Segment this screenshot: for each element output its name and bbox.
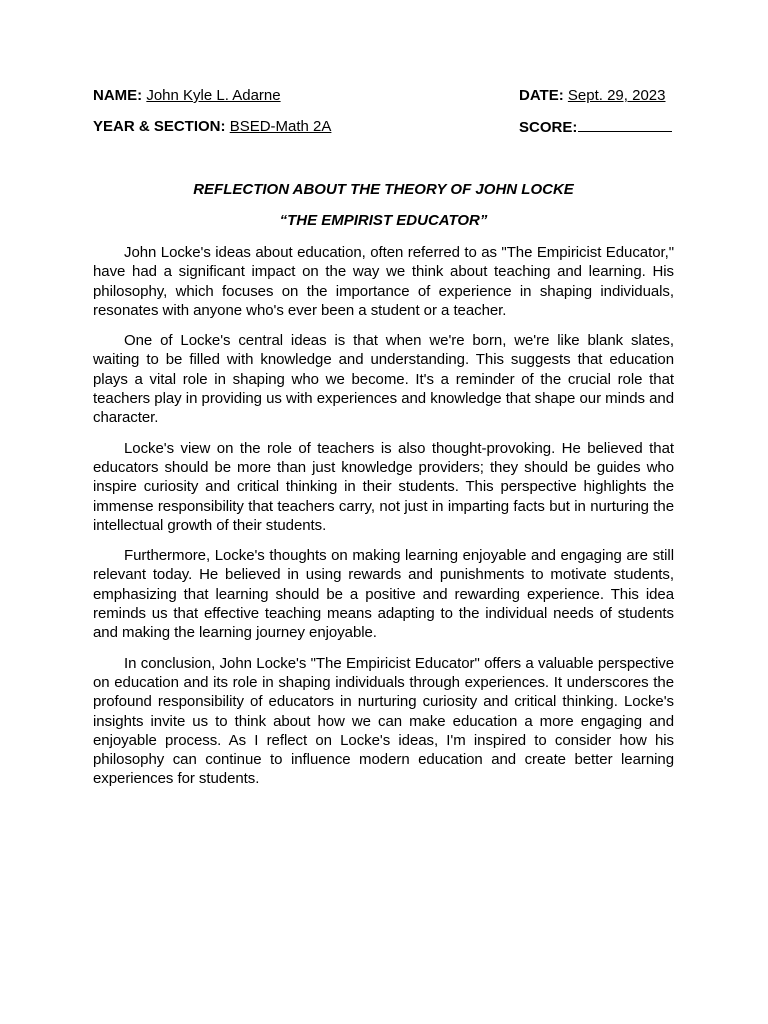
score-field — [519, 117, 672, 138]
date-label: DATE: — [519, 87, 564, 104]
date-value: Sept. 29, 2023 — [567, 87, 666, 104]
document-title: REFLECTION ABOUT THE THEORY OF JOHN LOCKE — [193, 181, 574, 198]
name-value: John Kyle L. Adarne — [146, 87, 281, 104]
section-field — [93, 117, 331, 137]
score-blank-line — [578, 117, 672, 132]
paragraph-3: Locke's view on the role of teachers is also thought-provoking. He believed that educators should be more than just knowledge providers; they should be guides who inspire curiosity and critical thinking in their students. This perspective highlights the immense responsibility that teachers carry, not just in imparting facts but in nurturing the intellectual growth of their students. — [93, 439, 674, 534]
header-row-section-score — [93, 117, 674, 137]
paragraph-2: One of Locke's central ideas is that when we're born, we're like blank slates, waiting to be filled with knowledge and understanding. This suggests that education plays a vital role in shaping who we become. It's a reminder of the crucial role that teachers play in providing us with experiences and knowledge that shape our minds and character. — [93, 332, 674, 427]
name-field — [93, 86, 281, 106]
paragraph-5: In conclusion, John Locke's "The Empiricist Educator" offers a valuable perspective on education and its role in shaping individuals through experiences. It underscores the profound responsibility of educators in nurturing curiosity and critical thinking. Locke's insights invite us to think about how we can make education a more engaging and enjoyable process. As I reflect on Locke's ideas, I'm inspired to consider how his philosophy can continue to influence modern education and create better learning experiences for students. — [93, 654, 674, 788]
name-label: NAME: — [93, 87, 143, 104]
score-label: SCORE: — [519, 119, 578, 136]
reflection-body — [93, 243, 674, 800]
document-subtitle: “THE EMPIRIST EDUCATOR” — [279, 212, 488, 229]
paragraph-1: John Locke's ideas about education, often referred to as "The Empiricist Educator," have had a significant impact on the way we think about teaching and learning. His philosophy, which focuses on the importance of experience in shaping individuals, resonates with anyone who's ever been a student or a teacher. — [93, 244, 674, 319]
date-field — [519, 86, 665, 106]
document-page — [93, 0, 674, 1024]
section-label: YEAR & SECTION: — [93, 118, 226, 135]
section-value: BSED-Math 2A — [229, 118, 332, 135]
paragraph-4: Furthermore, Locke's thoughts on making learning enjoyable and engaging are still relevant today. He believed in using rewards and punishments to motivate students, emphasizing that learning should be a positive and rewarding experience. This idea reminds us that effective teaching means adapting to the individual needs of students and making the learning journey enjoyable. — [93, 547, 674, 642]
header-row-name-date — [93, 86, 674, 106]
